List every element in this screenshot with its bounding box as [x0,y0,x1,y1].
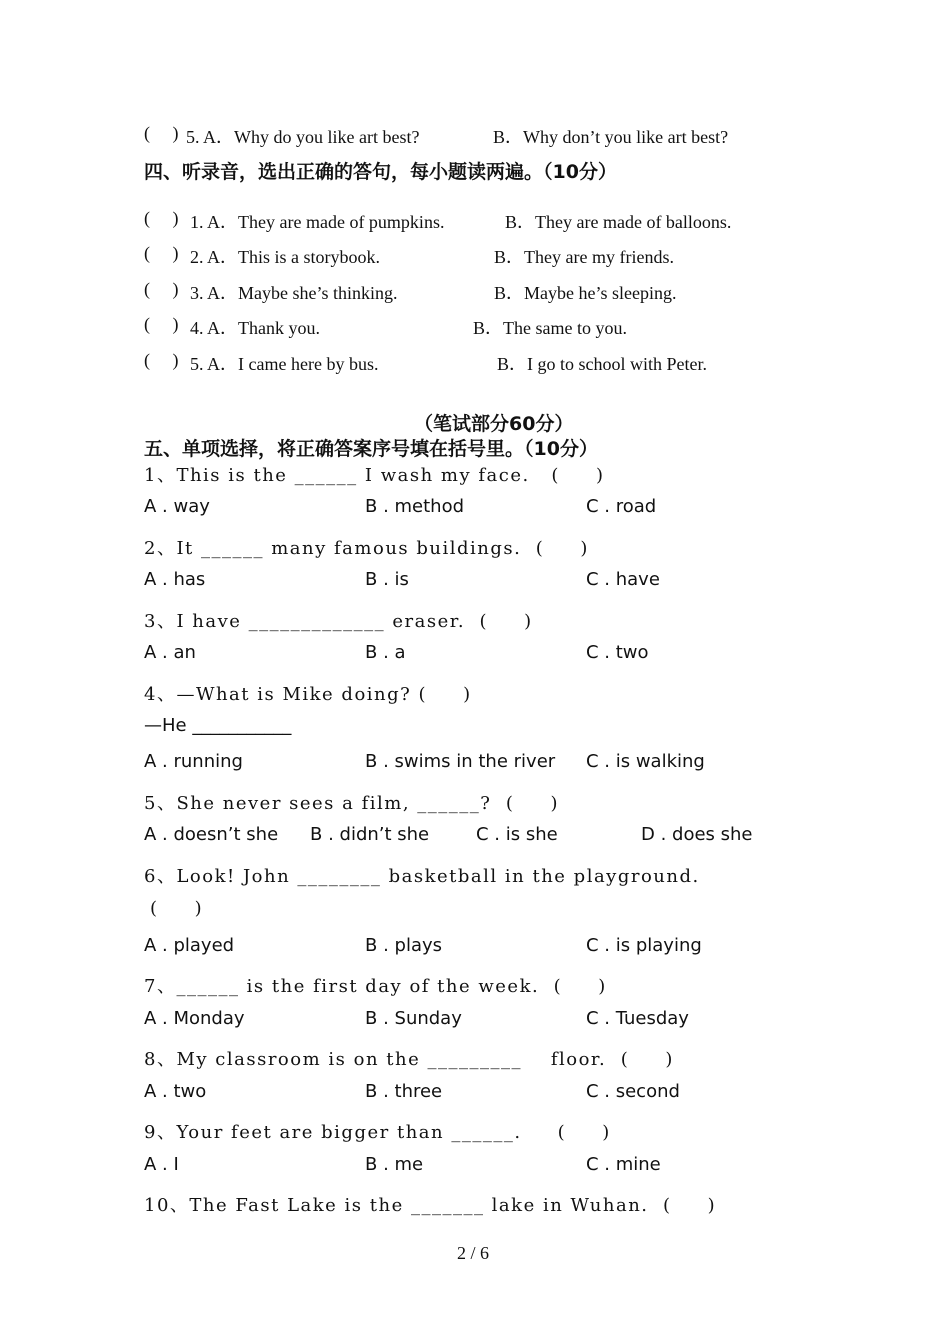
q-paren: ( ) [144,243,179,263]
option-a: 4. A．Thank you. [190,318,320,338]
question-text: 7、______ is the first day of the week. ( ) [144,976,607,997]
question-text: 4、—What is Mike doing? ( ) [144,684,472,705]
option-b: B . me [365,1154,424,1175]
option-a: A . has [144,569,206,590]
option-a: 5. A．I came here by bus. [190,354,379,374]
question-text: 2、It ______ many famous buildings. ( ) [144,538,589,559]
option-c: C . is playing [586,935,702,956]
option-a: A . an [144,642,196,663]
option-b: B．Maybe he’s sleeping. [494,283,677,303]
option-c: C . is she [476,824,558,845]
option-a: A . doesn’t she [144,824,279,845]
written-part-title: （笔试部分60分） [414,413,574,435]
option-b: B . a [365,642,406,663]
option-b: B . three [365,1081,443,1102]
option-a: A . running [144,751,243,772]
question-text: 1、This is the ______ I wash my face. ( ) [144,465,605,486]
section4-title: 四、听录音，选出正确的答句，每小题读两遍。（10分） [144,161,617,183]
question-text: 5、She never sees a film, ______? ( ) [144,793,560,814]
option-c: C . Tuesday [586,1008,689,1029]
answer-line: —He ___________ [144,715,292,736]
option-b: B . is [365,569,409,590]
question-text: 8、My classroom is on the _________ floor. ( ) [144,1049,674,1070]
q-paren: ( ) [150,898,204,919]
option-c: C . two [586,642,649,663]
option-a: 3. A．Maybe she’s thinking. [190,283,398,303]
page-number: 2 / 6 [457,1243,490,1263]
q-paren: ( ) [144,314,179,334]
option-a: A . way [144,496,210,517]
q-paren: ( ) [144,279,179,299]
option-b: B . didn’t she [310,824,430,845]
q-paren: ( ) [144,350,179,370]
section5-title: 五、单项选择，将正确答案序号填在括号里。（10分） [144,438,598,460]
q-paren: ( ) [144,123,179,143]
option-c: C . is walking [586,751,705,772]
option-c: C . second [586,1081,680,1102]
option-d: D . does she [641,824,753,845]
question-text: 10、The Fast Lake is the _______ lake in Wuhan. ( ) [144,1195,717,1216]
question-text: 9、Your feet are bigger than ______. ( ) [144,1122,611,1143]
option-a: 1. A．They are made of pumpkins. [190,212,445,232]
option-b: B . Sunday [365,1008,462,1029]
option-c: C . have [586,569,660,590]
option-b: B．Why don’t you like art best? [493,127,729,147]
option-b: B．I go to school with Peter. [497,354,707,374]
option-b: B．The same to you. [473,318,627,338]
option-a: A . I [144,1154,179,1175]
option-b: B．They are made of balloons. [505,212,732,232]
option-b: B . swims in the river [365,751,556,772]
option-a: A . Monday [144,1008,245,1029]
question-text: 6、Look! John ________ basketball in the playground. [144,866,700,887]
option-a: 5. A．Why do you like art best? [186,127,420,147]
question-text: 3、I have _____________ eraser. ( ) [144,611,533,632]
option-a: A . played [144,935,235,956]
option-b: B．They are my friends. [494,247,674,267]
q-paren: ( ) [144,208,179,228]
option-a: 2. A．This is a storybook. [190,247,381,267]
option-a: A . two [144,1081,207,1102]
option-b: B . method [365,496,465,517]
option-c: C . mine [586,1154,661,1175]
option-c: C . road [586,496,657,517]
option-b: B . plays [365,935,443,956]
